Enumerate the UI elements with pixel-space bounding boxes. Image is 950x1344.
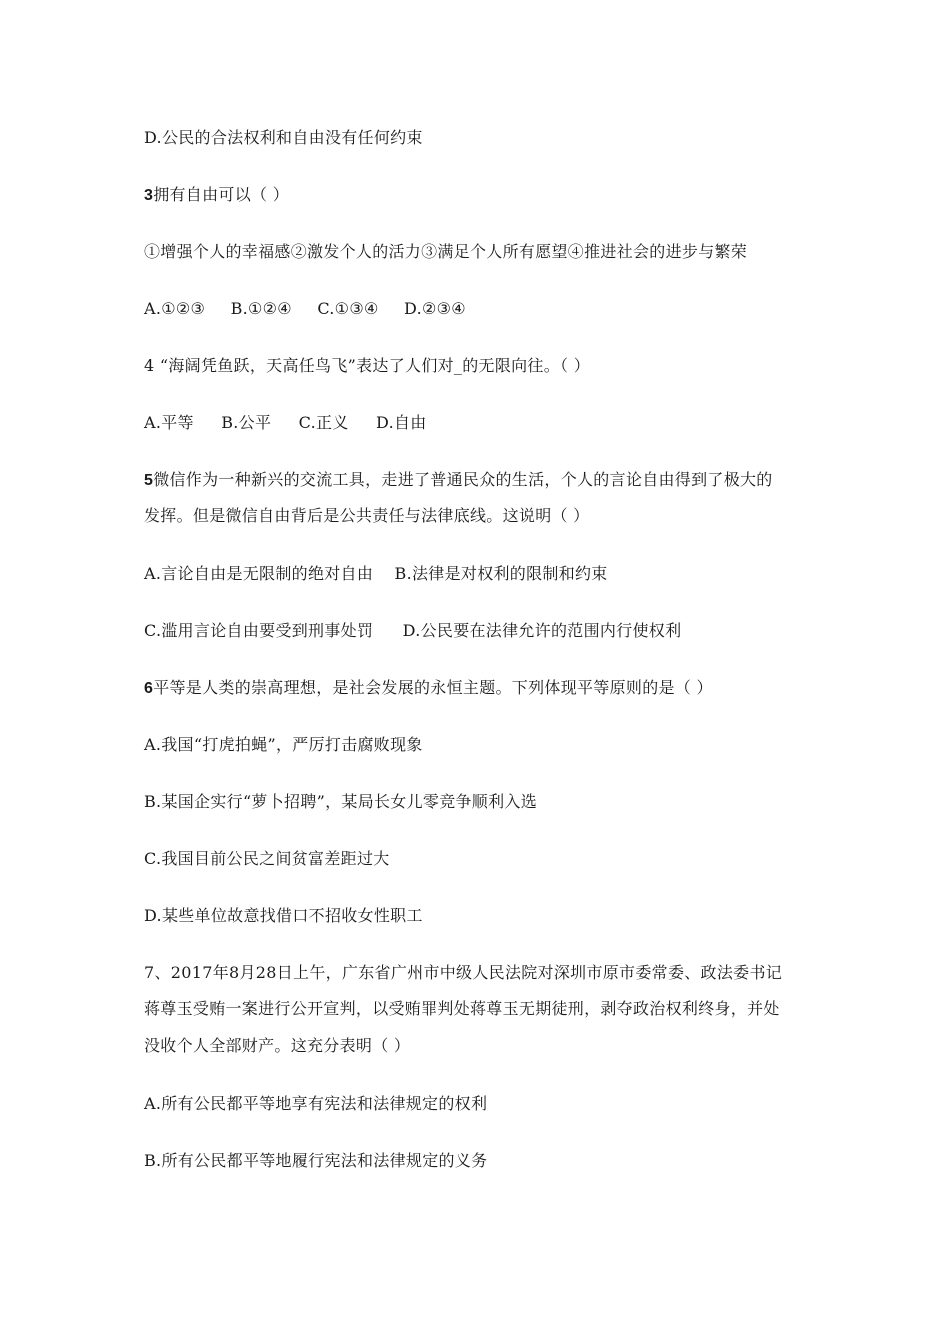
q3-option-d: D.②③④ — [404, 299, 466, 318]
q5-number: 5 — [144, 472, 154, 489]
q6-option-b: B.某国企实行“萝卜招聘”，某局长女儿零竞争顺利入选 — [144, 792, 538, 811]
q4-options — [144, 413, 427, 433]
q6-option-c: C.我国目前公民之间贫富差距过大 — [144, 849, 390, 868]
q4-stem: 4 “海阔凭鱼跃，天高任鸟飞”表达了人们对_的无限向往。（ ） — [144, 356, 591, 375]
q4-option-b: B.公平 — [221, 413, 272, 432]
q3-options — [144, 299, 466, 319]
q6-option-a: A.我国“打虎拍蝇”，严厉打击腐败现象 — [144, 735, 423, 754]
q4-option-a: A.平等 — [144, 413, 194, 432]
q5-stem-line-2: 发挥。但是微信自由背后是公共责任与法律底线。这说明（ ） — [144, 506, 590, 525]
q3-option-c: C.①③④ — [317, 299, 379, 318]
q3-items: ①增强个人的幸福感②激发个人的活力③满足个人所有愿望④推进社会的进步与繁荣 — [144, 242, 748, 261]
q2-option-d: D.公民的合法权利和自由没有任何约束 — [144, 128, 423, 147]
q5-option-c: C.滥用言论自由要受到刑事处罚 — [144, 621, 374, 640]
q7-stem-line-3: 没收个人全部财产。这充分表明（ ） — [144, 1036, 411, 1055]
q5-stem-text-1: 微信作为一种新兴的交流工具，走进了普通民众的生活，个人的言论自由得到了极大的 — [153, 470, 773, 489]
q3-number: 3 — [144, 187, 154, 204]
q4-option-d: D.自由 — [376, 413, 427, 432]
q5-stem-line-1 — [144, 470, 773, 491]
q5-option-d: D.公民要在法律允许的范围内行使权利 — [402, 621, 682, 640]
q4-option-c: C.正义 — [298, 413, 349, 432]
q7-option-b: B.所有公民都平等地履行宪法和法律规定的义务 — [144, 1151, 488, 1170]
q3-stem-text: 拥有自由可以（ ） — [153, 185, 289, 204]
q6-stem-text: 平等是人类的崇高理想，是社会发展的永恒主题。下列体现平等原则的是（ ） — [153, 678, 713, 697]
q5-option-b: B.法律是对权利的限制和约束 — [394, 564, 608, 583]
q3-option-a: A.①②③ — [144, 299, 206, 318]
q6-number: 6 — [144, 680, 154, 697]
q5-options-row-1 — [144, 564, 608, 584]
q5-options-row-2 — [144, 621, 681, 641]
q3-option-b: B.①②④ — [230, 299, 292, 318]
q5-option-a: A.言论自由是无限制的绝对自由 — [144, 564, 374, 583]
q7-stem-line-2: 蒋尊玉受贿一案进行公开宣判，以受贿罪判处蒋尊玉无期徒刑，剥夺政治权利终身，并处 — [144, 999, 780, 1018]
q7-stem-line-1: 7、2017年8月28日上午，广东省广州市中级人民法院对深圳市原市委常委、政法委书记 — [144, 963, 783, 982]
q6-stem — [144, 678, 713, 699]
q7-option-a: A.所有公民都平等地享有宪法和法律规定的权利 — [144, 1094, 488, 1113]
q6-option-d: D.某些单位故意找借口不招收女性职工 — [144, 906, 423, 925]
q3-stem — [144, 185, 289, 206]
